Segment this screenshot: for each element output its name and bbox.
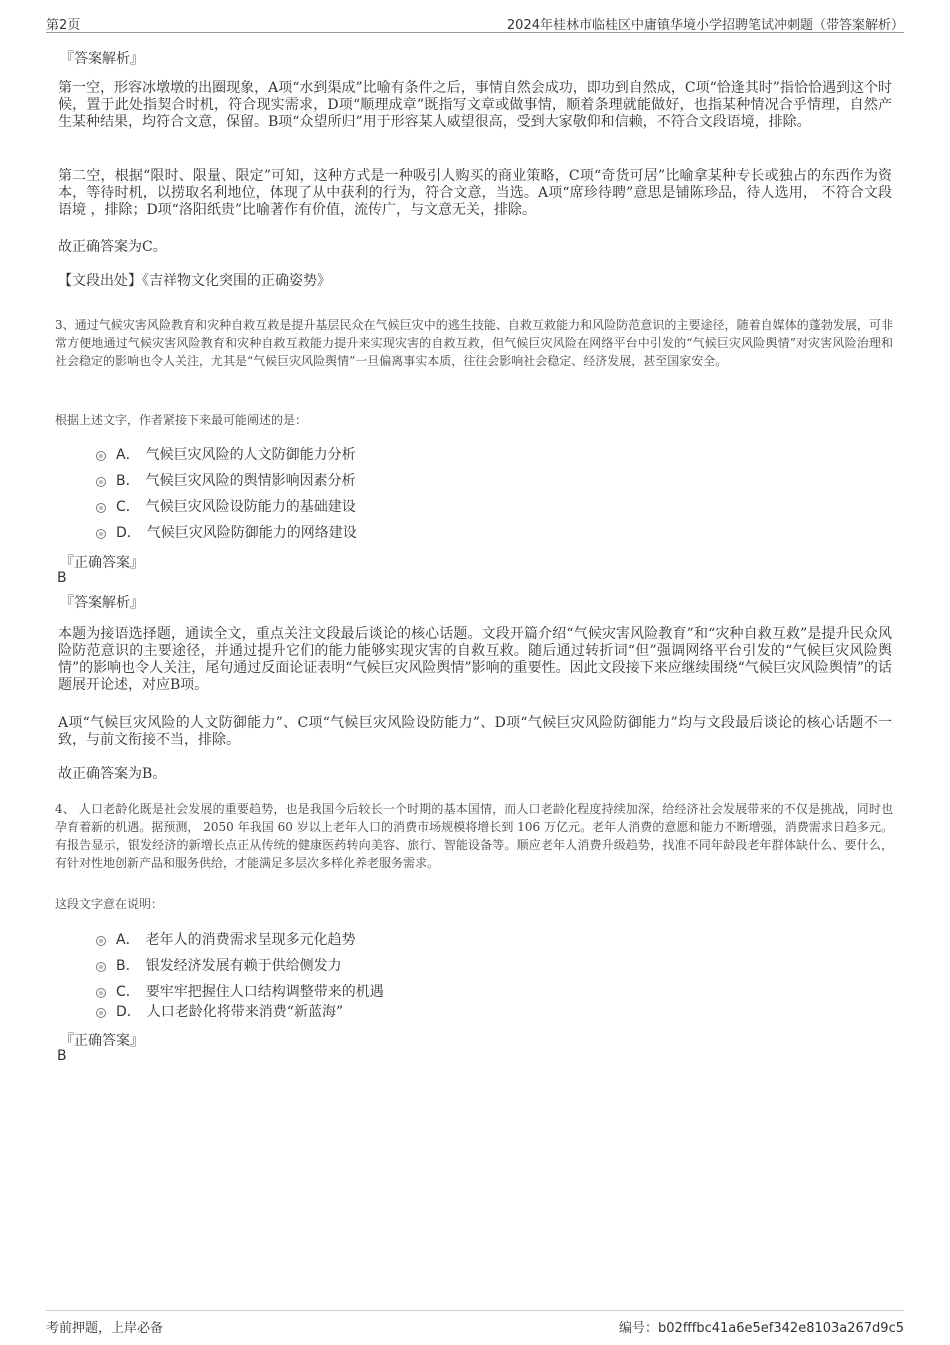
question-4-answer: B bbox=[57, 1048, 67, 1064]
footer-slogan: 考前押题，上岸必备 bbox=[46, 1321, 164, 1336]
page-number: 第2页 bbox=[46, 18, 81, 33]
question-3-prompt: 根据上述文字，作者紧接下来最可能阐述的是： bbox=[55, 413, 308, 427]
question-3-answer: B bbox=[57, 570, 67, 586]
question-3-analysis-paragraph-2: A项“气候巨灾风险的人文防御能力”、C项“气候巨灾风险设防能力”、D项“气候巨灾风险防御能力”均与文段最后谈论的核心话题不一致，与前文衔接不当，排除。 bbox=[58, 715, 892, 748]
question-3-option-a[interactable] bbox=[96, 443, 356, 465]
question-4-option-d[interactable] bbox=[96, 1000, 343, 1022]
document-title: 2024年桂林市临桂区中庸镇华境小学招聘笔试冲刺题（带答案解析） bbox=[506, 18, 904, 33]
radio-icon[interactable] bbox=[96, 529, 106, 539]
question-4-answer-tag: 『正确答案』 bbox=[60, 1033, 144, 1049]
document-id: 编号：b02fffbc41a6e5ef342e8103a267d9c5 bbox=[619, 1321, 904, 1336]
option-text: 气候巨灾风险的舆情影响因素分析 bbox=[145, 473, 356, 489]
radio-icon[interactable] bbox=[96, 503, 106, 513]
option-letter: D． bbox=[116, 525, 141, 541]
radio-icon[interactable] bbox=[96, 1008, 106, 1018]
page-header bbox=[46, 10, 904, 33]
option-letter: C． bbox=[116, 984, 140, 1000]
option-text: 气候巨灾风险的人文防御能力分析 bbox=[145, 447, 356, 463]
option-text: 要牢牢把握住人口结构调整带来的机遇 bbox=[145, 984, 384, 1000]
question-3-text: 3、通过气候灾害风险教育和灾种自救互救是提升基层民众在气候巨灾中的逃生技能、自救互救能力和风险防范意识的主要途径，随着自媒体的蓬勃发展，可非常方便地通过气候灾害风险教育和灾种自救互救能力提升来实现灾害的自救互救，但气候巨灾风险在网络平台中引发的“气候巨灾风险舆情”对灾害风险治理和社会稳定的影响也令人关注，尤其是“气候巨灾风险舆情”一旦偏离事实本质，往往会影响社会稳定、经济发展，甚至国家安全。 bbox=[55, 318, 893, 368]
question-4-option-b[interactable] bbox=[96, 954, 342, 976]
option-letter: C． bbox=[116, 499, 140, 515]
option-letter: A． bbox=[116, 932, 140, 948]
option-letter: B． bbox=[116, 958, 140, 974]
question-3-answer-tag: 『正确答案』 bbox=[60, 555, 144, 571]
option-text: 人口老龄化将带来消费“新蓝海” bbox=[146, 1004, 344, 1020]
radio-icon[interactable] bbox=[96, 962, 106, 972]
prev-analysis-tag: 『答案解析』 bbox=[60, 51, 144, 67]
question-4-prompt: 这段文字意在说明： bbox=[55, 897, 164, 911]
option-letter: A． bbox=[116, 447, 140, 463]
question-3-option-b[interactable] bbox=[96, 469, 356, 491]
radio-icon[interactable] bbox=[96, 936, 106, 946]
option-text: 气候巨灾风险设防能力的基础建设 bbox=[145, 499, 356, 515]
radio-icon[interactable] bbox=[96, 988, 106, 998]
option-letter: B． bbox=[116, 473, 140, 489]
page-footer bbox=[46, 1310, 904, 1341]
prev-answer-conclusion: 故正确答案为C。 bbox=[58, 239, 167, 255]
question-3-analysis-tag: 『答案解析』 bbox=[60, 595, 144, 611]
prev-analysis-paragraph-1: 第一空，形容冰墩墩的出圈现象，A项“水到渠成”比喻有条件之后，事情自然会成功，即功到自然成，C项“恰逢其时”指恰恰遇到这个时候，置于此处指契合时机，符合现实需求，D项“顺理成章”既指写文章或做事情，顺着条理就能做好，也指某种情况合乎情理，自然产生某种结果，均符合文意，保留。B项“众望所归”用于形容某人威望很高，受到大家敬仰和信赖，不符合文段语境，排除。 bbox=[58, 80, 892, 130]
option-text: 老年人的消费需求呈现多元化趋势 bbox=[145, 932, 356, 948]
question-4-option-c[interactable] bbox=[96, 980, 384, 1002]
question-3-option-d[interactable] bbox=[96, 521, 357, 543]
option-text: 银发经济发展有赖于供给侧发力 bbox=[145, 958, 342, 974]
question-3-option-c[interactable] bbox=[96, 495, 356, 517]
option-letter: D． bbox=[116, 1004, 141, 1020]
radio-icon[interactable] bbox=[96, 451, 106, 461]
option-text: 气候巨灾风险防御能力的网络建设 bbox=[146, 525, 357, 541]
question-3-analysis-paragraph-1: 本题为接语选择题，通读全文，重点关注文段最后谈论的核心话题。文段开篇介绍“气候灾害风险教育”和“灾种自救互救”是提升民众风险防范意识的主要途径，并通过提升它们的能力能够实现灾害的自救互救。随后通过转折词“但”强调网络平台引发的“气候巨灾风险舆情”的影响也令人关注，尾句通过反面论证表明“气候巨灾风险舆情”影响的重要性。因此文段接下来应继续围绕“气候巨灾风险舆情”的话题展开论述，对应B项。 bbox=[58, 626, 892, 693]
prev-analysis-paragraph-2: 第二空，根据“限时、限量、限定”可知，这种方式是一种吸引人购买的商业策略，C项“奇货可居”比喻拿某种专长或独占的东西作为资本，等待时机，以捞取名利地位，体现了从中获利的行为，符合文意，当选。A项“席珍待聘”意思是铺陈珍品，待人选用， 不符合文段语境 ，排除；D项“洛阳纸贵”比喻著作有价值，流传广，与文意无关，排除。 bbox=[58, 168, 892, 218]
question-3-answer-conclusion: 故正确答案为B。 bbox=[58, 766, 167, 782]
radio-icon[interactable] bbox=[96, 477, 106, 487]
question-4-text: 4、 人口老龄化既是社会发展的重要趋势，也是我国今后较长一个时期的基本国情，而人口老龄化程度持续加深，给经济社会发展带来的不仅是挑战，同时也孕育着新的机遇。据预测， 2050 年我国 60 岁以上老年人口的消费市场规模将增长到 106 万亿元。老年人消费的意愿和能力不断增强，消费需求日趋多元。有报告显示，银发经济的新增长点正从传统的健康医药转向美容、旅行、智能设备等。顺应老年人消费升级趋势，找准不同年龄段老年群体缺什么、要什么，有针对性地创新产品和服务供给，才能满足多层次多样化养老服务需求。 bbox=[55, 802, 893, 870]
question-4-option-a[interactable] bbox=[96, 928, 356, 950]
prev-source: 【文段出处】《吉祥物文化突围的正确姿势》 bbox=[58, 273, 331, 289]
